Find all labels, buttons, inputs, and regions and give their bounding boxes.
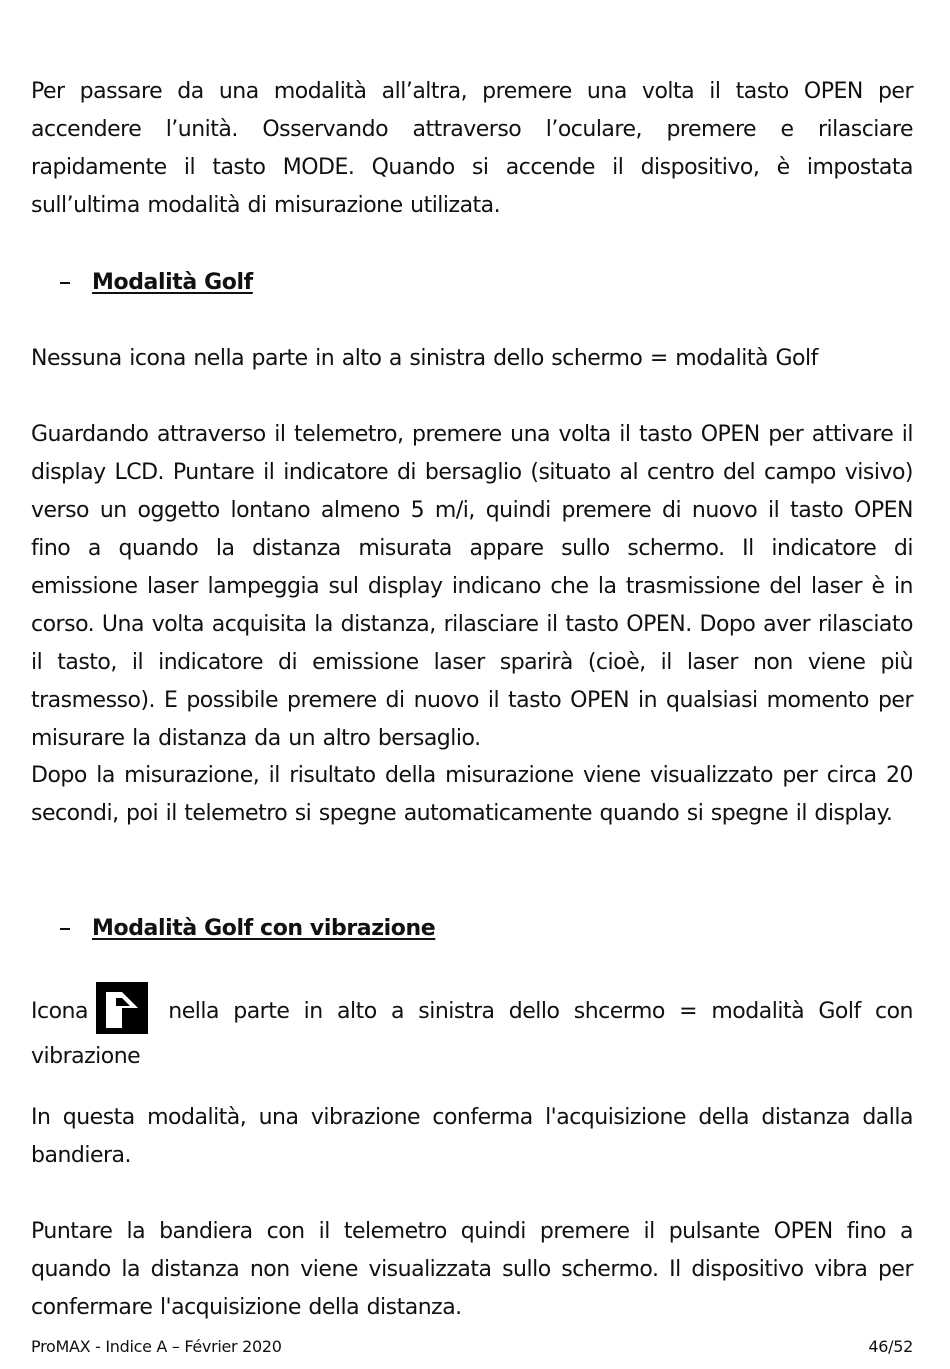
footer-document-reference: ProMAX - Indice A – Février 2020 <box>31 1337 282 1356</box>
vibration-icon-text-before: Icona <box>31 999 88 1024</box>
page-footer <box>31 1336 913 1358</box>
heading-golf-mode-title: Modalità Golf <box>92 270 253 295</box>
flag-icon <box>96 982 148 1034</box>
vibration-usage-paragraph: Puntare la bandiera con il telemetro quindi premere il pulsante OPEN fino a quando la distanza non viene visualizzata sullo schermo. Il dispositivo vibra per confermare l'acquisizione della distanza. <box>31 1219 913 1320</box>
golf-usage-paragraph: Guardando attraverso il telemetro, premere una volta il tasto OPEN per attivare il display LCD. Puntare il indicatore di bersaglio (situato al centro del campo visivo) verso un oggetto lontano almeno 5 m/i, quindi premere di nuovo il tasto OPEN fino a quando la distanza misurata appare sullo schermo. Il indicatore di emissione laser lampeggia sul display indicano che la trasmissione del laser è in corso. Una volta acquisita la distanza, rilasciare il tasto OPEN. Dopo aver rilasciato il tasto, il indicatore di emissione laser sparirà (cioè, il laser non viene più trasmesso). E possibile premere di nuovo il tasto OPEN in qualsiasi momento per misurare la distanza da un altro bersaglio. <box>31 422 913 751</box>
golf-icon-paragraph: Nessuna icona nella parte in alto a sinistra dello schermo = modalità Golf <box>31 346 818 371</box>
footer-page-number: 46/52 <box>868 1337 913 1356</box>
vibration-confirm-paragraph: In questa modalità, una vibrazione conferma l'acquisizione della distanza dalla bandiera. <box>31 1105 913 1168</box>
intro-paragraph: Per passare da una modalità all’altra, premere una volta il tasto OPEN per accendere l’unità. Osservando attraverso l’oculare, premere e rilasciare rapidamente il tasto MODE. Quando si accende il dispositivo, è impostata sull’ultima modalità di misurazione utilizata. <box>31 79 913 218</box>
vibration-icon-paragraph <box>31 986 913 1076</box>
heading-golf-mode <box>60 264 253 302</box>
heading-golf-vibration-title: Modalità Golf con vibrazione <box>92 916 436 941</box>
heading-golf-vibration-mode <box>60 910 435 948</box>
list-dash <box>60 928 70 930</box>
vibration-icon-text-after: nella parte in alto a sinistra dello shcermo = modalità Golf con vibrazione <box>31 999 913 1069</box>
golf-after-paragraph: Dopo la misurazione, il risultato della misurazione viene visualizzato per circa 20 secondi, poi il telemetro si spegne automaticamente quando si spegne il display. <box>31 763 913 826</box>
list-dash <box>60 282 70 284</box>
